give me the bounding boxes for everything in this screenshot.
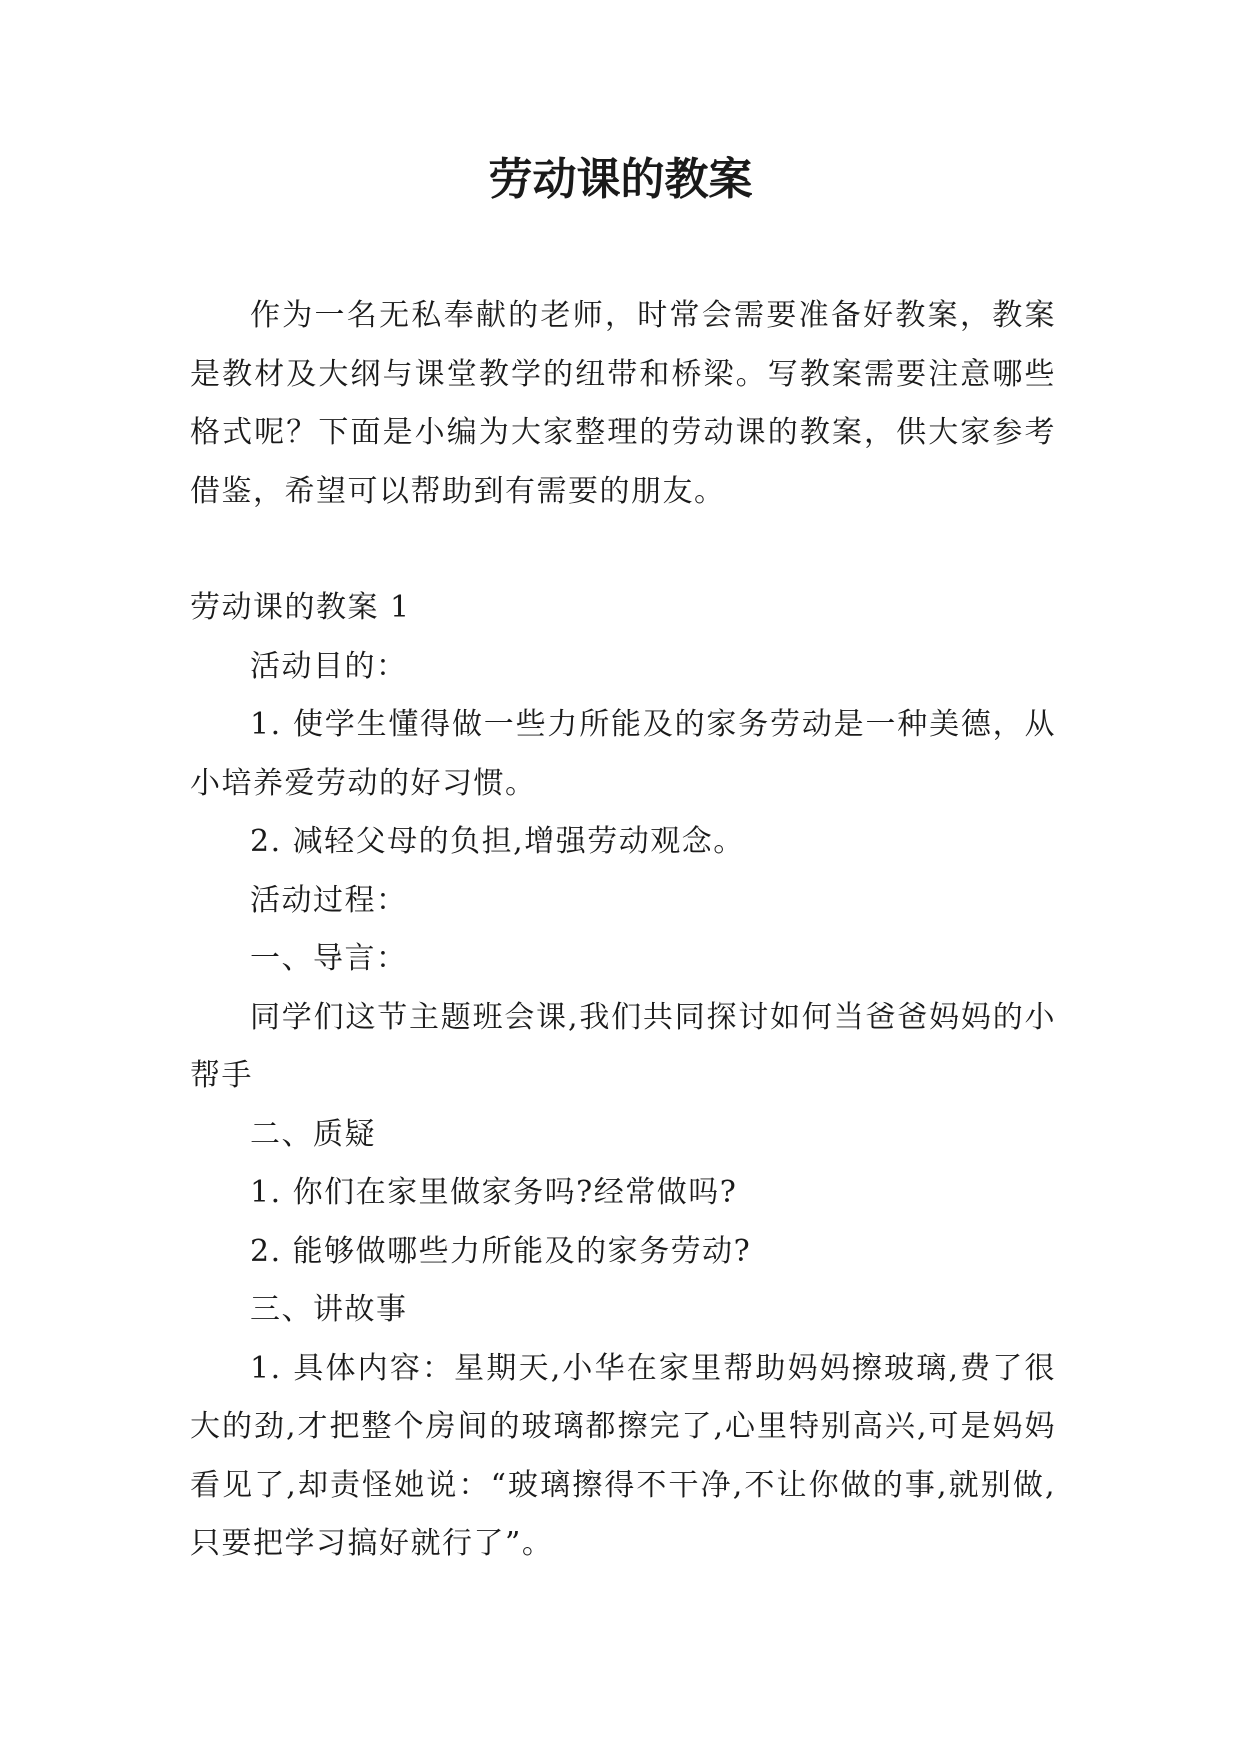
paragraph-intro-text: 同学们这节主题班会课,我们共同探讨如何当爸爸妈妈的小帮手 xyxy=(190,999,1056,1093)
paragraph-question-2: 2. 能够做哪些力所能及的家务劳动? xyxy=(250,1233,752,1269)
paragraph-activity-process-heading: 活动过程： xyxy=(250,882,408,918)
document-body xyxy=(190,287,1056,1574)
paragraph-story-heading: 三、讲故事 xyxy=(250,1292,408,1327)
section-title: 劳动课的教案 1 xyxy=(190,590,411,625)
paragraph-question-1: 1. 你们在家里做家务吗?经常做吗? xyxy=(250,1175,738,1210)
intro-paragraph: 作为一名无私奉献的老师，时常会需要准备好教案，教案是教材及大纲与课堂教学的纽带和桥梁。写教案需要注意哪些格式呢？下面是小编为大家整理的劳动课的教案，供大家参考借鉴，希望可以帮助到有需要的朋友。 xyxy=(190,298,1056,509)
document-title: 劳动课的教案 xyxy=(488,154,753,205)
paragraph-story-content: 1. 具体内容：星期天,小华在家里帮助妈妈擦玻璃,费了很大的劲,才把整个房间的玻璃都擦完了,心里特别高兴,可是妈妈看见了,却责怪她说：“玻璃擦得不干净,不让你做的事,就别做,只要把学习搞好就行了”。 xyxy=(190,1350,1056,1561)
paragraph-activity-goal-heading: 活动目的： xyxy=(250,648,408,684)
paragraph-goal-1: 1. 使学生懂得做一些力所能及的家务劳动是一种美德，从小培养爱劳动的好习惯。 xyxy=(190,707,1056,801)
paragraph-goal-2: 2. 减轻父母的负担,增强劳动观念。 xyxy=(250,824,745,859)
paragraph-intro-heading: 一、导言： xyxy=(250,941,408,976)
paragraph-question-heading: 二、质疑 xyxy=(250,1116,376,1152)
